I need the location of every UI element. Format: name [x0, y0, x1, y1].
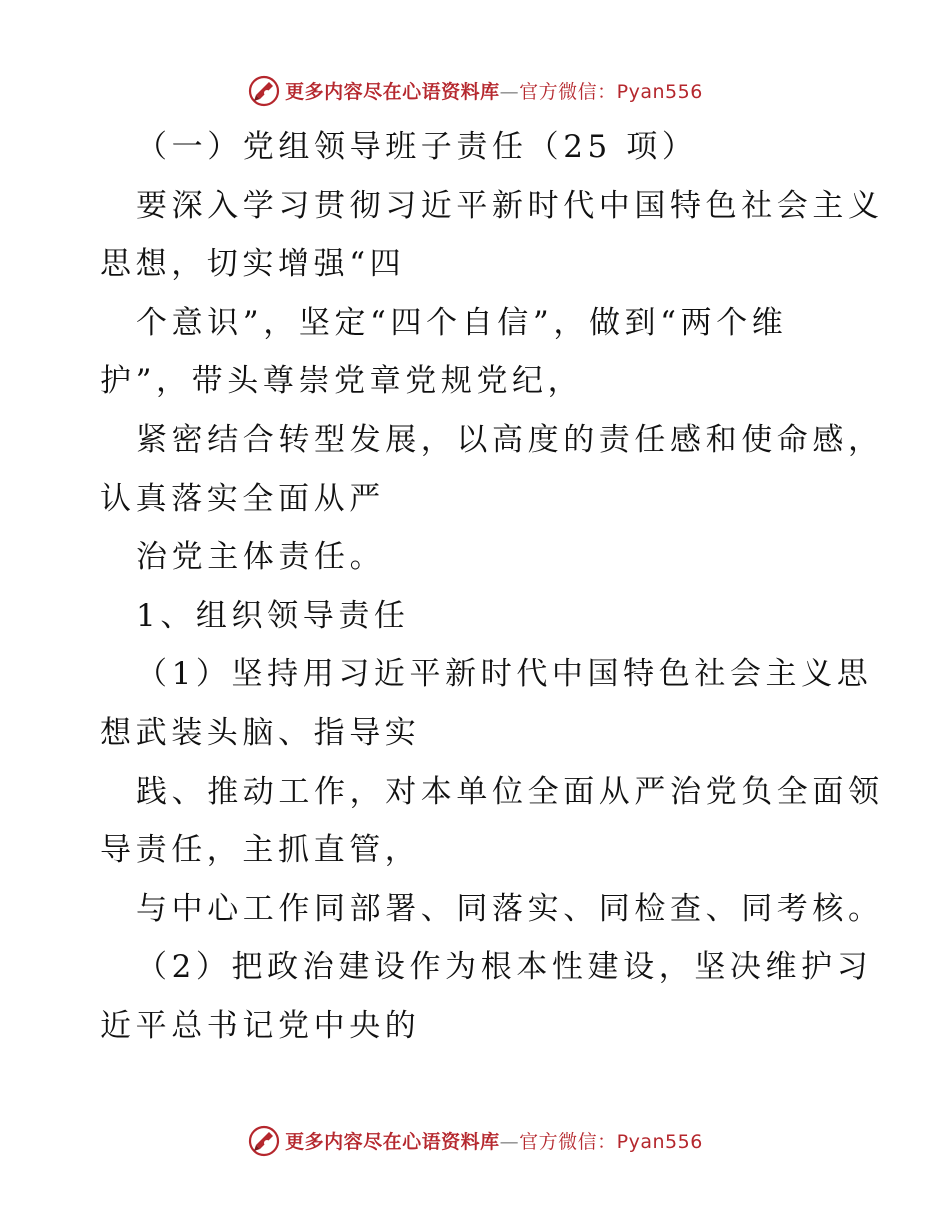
- watermark-text: [285, 1127, 703, 1154]
- watermark-wechat: 官方微信：Pyan556: [519, 1130, 703, 1153]
- text-line: 想武装头脑、指导实: [100, 714, 421, 751]
- fist-pen-logo-icon: [247, 73, 281, 107]
- text-line: 导责任，主抓直管，: [100, 832, 421, 869]
- text-line: 个意识”，坚定“四个自信”，做到“两个维: [136, 304, 788, 341]
- text-line: 护”，带头尊崇党章党规党纪，: [100, 363, 584, 400]
- text-line: 紧密结合转型发展，以高度的责任感和使命感，: [136, 421, 884, 458]
- text-line: 思想，切实增强“四: [100, 246, 406, 283]
- text-line: 认真落实全面从严: [100, 480, 385, 517]
- watermark-brand: 更多内容尽在心语资料库: [285, 80, 500, 103]
- text-line: 1、组织领导责任: [136, 597, 410, 634]
- text-line: （2）把政治建设作为根本性建设，坚决维护习: [136, 949, 873, 986]
- text-line: 治党主体责任。: [136, 539, 386, 576]
- text-line: 近平总书记党中央的: [100, 1007, 421, 1044]
- text-line: 与中心工作同部署、同落实、同检查、同考核。: [136, 890, 884, 927]
- watermark-brand: 更多内容尽在心语资料库: [285, 1130, 500, 1153]
- watermark-text: [285, 77, 703, 104]
- watermark-separator: —: [499, 1130, 520, 1153]
- footer-watermark-banner: [0, 1120, 950, 1160]
- text-line: 要深入学习贯彻习近平新时代中国特色社会主义: [136, 187, 884, 224]
- watermark-wechat: 官方微信：Pyan556: [519, 80, 703, 103]
- text-line: 践、推动工作，对本单位全面从严治党负全面领: [136, 773, 884, 810]
- document-body: [0, 118, 950, 1056]
- watermark-separator: —: [499, 80, 520, 103]
- text-line: （1）坚持用习近平新时代中国特色社会主义思: [136, 656, 873, 693]
- fist-pen-logo-icon: [247, 1123, 281, 1157]
- text-line: （一）党组领导班子责任（25 项）: [136, 129, 698, 165]
- header-watermark-banner: [0, 70, 950, 110]
